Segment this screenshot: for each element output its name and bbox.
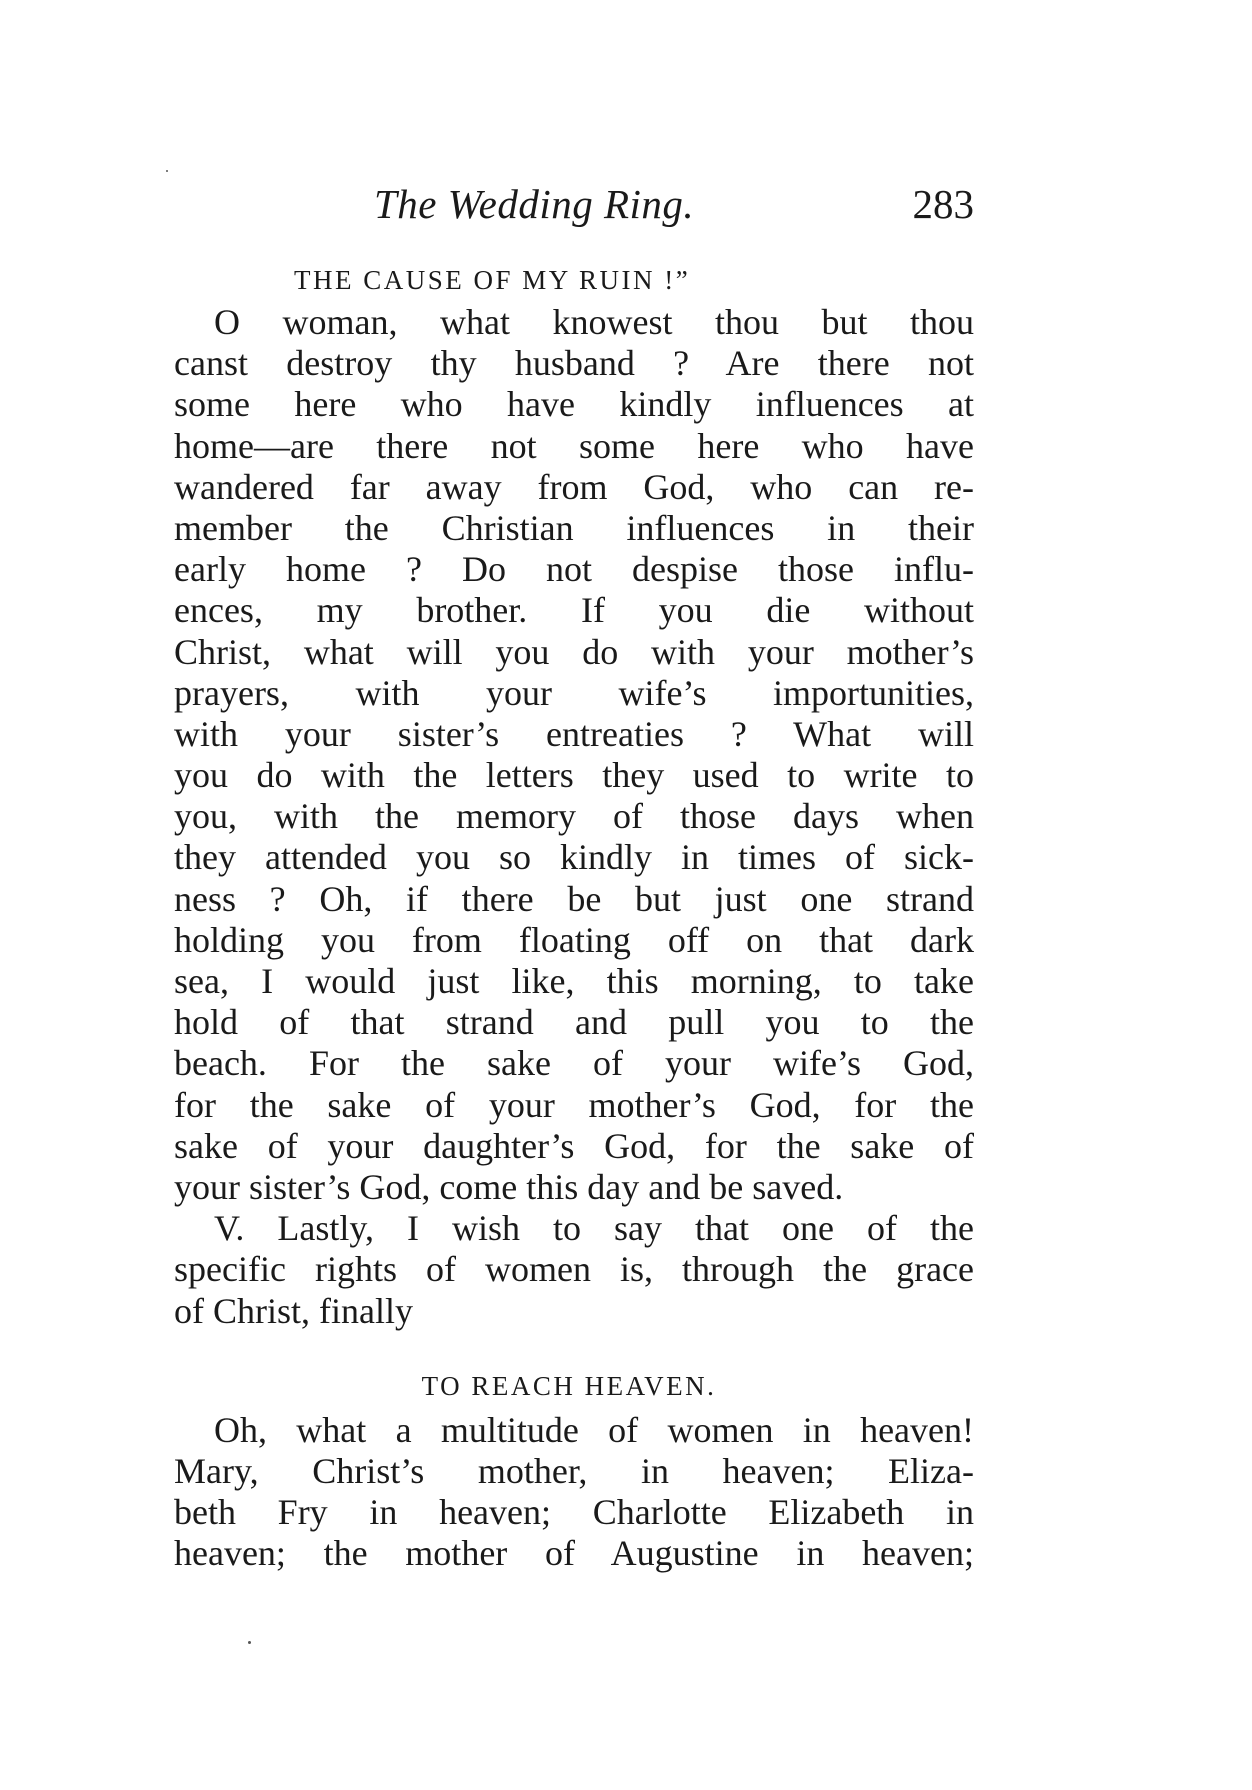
running-head <box>174 180 974 240</box>
text-line: early home ? Do not despise those influ- <box>174 549 974 590</box>
text-line: heaven; the mother of Augustine in heaven; <box>174 1533 974 1574</box>
text-line: ences, my brother. If you die without <box>174 590 974 631</box>
text-line: member the Christian influences in their <box>174 507 974 548</box>
section-heading: TO REACH HEAVEN. <box>421 1370 717 1401</box>
caps-continuation-line: THE CAUSE OF MY RUIN !” <box>294 265 691 295</box>
text-line: some here who have kindly influences at <box>174 384 974 425</box>
text-line: prayers, with your wife’s importunities, <box>174 672 974 713</box>
paragraph-woman <box>174 302 974 1208</box>
text-line: ness ? Oh, if there be but just one strand <box>174 878 974 919</box>
paragraph-lastly <box>174 1208 974 1332</box>
text-line: beth Fry in heaven; Charlotte Elizabeth in <box>174 1492 974 1533</box>
text-line: home—are there not some here who have <box>174 425 974 466</box>
paragraph-heaven <box>174 1410 974 1575</box>
text-line: for the sake of your mother’s God, for the <box>174 1084 974 1125</box>
text-line: with your sister’s entreaties ? What will <box>174 713 974 754</box>
text-line: you, with the memory of those days when <box>174 796 974 837</box>
text-line: your sister’s God, come this day and be saved. <box>174 1166 844 1207</box>
text-line: canst destroy thy husband ? Are there not <box>174 343 974 384</box>
text-line: hold of that strand and pull you to the <box>174 1002 974 1043</box>
text-line: O woman, what knowest thou but thou <box>214 302 974 342</box>
print-speck <box>166 170 168 172</box>
text-line: sea, I would just like, this morning, to take <box>174 961 974 1001</box>
body-text <box>174 258 974 1574</box>
text-line: wandered far away from God, who can re- <box>174 466 974 507</box>
text-line: V. Lastly, I wish to say that one of the <box>214 1208 974 1249</box>
text-line: Christ, what will you do with your mother’s <box>174 631 974 672</box>
text-line: holding you from floating off on that dark <box>174 919 974 960</box>
text-line: beach. For the sake of your wife’s God, <box>174 1043 974 1084</box>
text-line: of Christ, finally <box>174 1290 413 1331</box>
text-line: Oh, what a multitude of women in heaven! <box>214 1409 974 1450</box>
text-line: they attended you so kindly in times of sick- <box>174 837 974 878</box>
text-line: sake of your daughter’s God, for the sake of <box>174 1125 974 1166</box>
page-number: 283 <box>912 181 974 227</box>
text-line: Mary, Christ’s mother, in heaven; Eliza- <box>174 1450 974 1491</box>
print-speck <box>248 1641 251 1644</box>
text-line: specific rights of women is, through the grace <box>174 1249 974 1290</box>
running-title: The Wedding Ring. <box>374 181 695 227</box>
text-line: you do with the letters they used to write to <box>174 755 974 796</box>
